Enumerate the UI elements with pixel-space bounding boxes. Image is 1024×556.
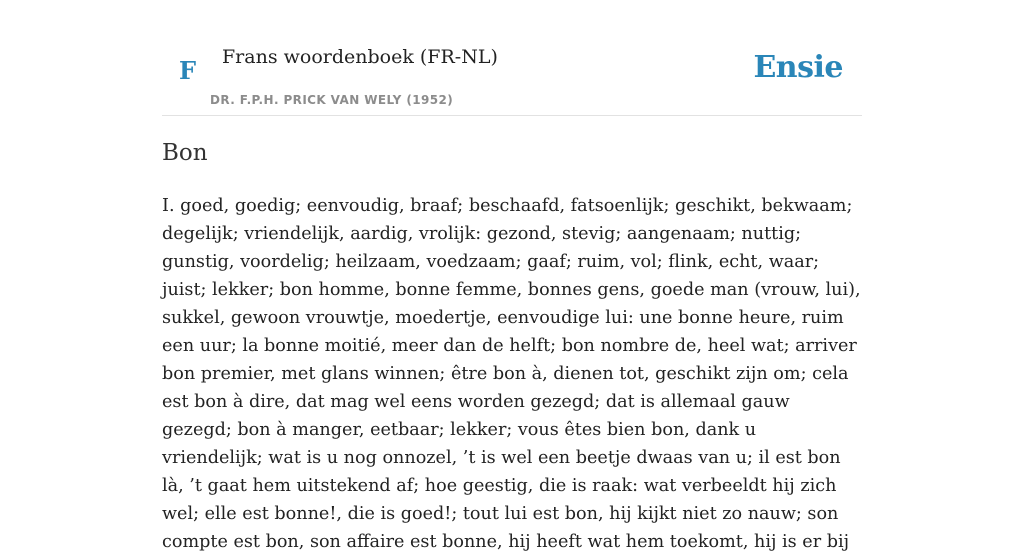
- entry-definition: I. goed, goedig; eenvoudig, braaf; beschaafd, fatsoenlijk; geschikt, bekwaam; degelijk; vriendelijk, aardig, vrolijk: gezond, stevig; aangenaam; nuttig; gunstig, voordelig; heilzaam, voedzaam; gaaf; ruim, vol; flink, echt, waar; juist; lekker; bon homme, bonne femme, bonnes gens, goede man (vrouw, lui), sukkel, gewoon vrouwtje, moedertje, eenvoudige lui: une bonne heure, ruim een uur; la bonne moitié, meer dan de helft; bon nombre de, heel wat; arriver bon premier, met glans winnen; être bon à, dienen tot, geschikt zijn om; cela est bon à dire, dat mag wel eens worden gezegd; dat is allemaal gauw gezegd; bon à manger, eetbaar; lekker; vous êtes bien bon, dank u vriendelijk; wat is u nog onnozel, ’t is wel een beetje dwaas van u; il est bon là, ’t gaat hem uitstekend af; hoe geestig, die is raak: wat verbeeldt hij zich wel; elle est bonne!, die is goed!; tout lui est bon, hij kijkt niet zo nauw; son compte est bon, son affaire est bonne, hij heeft wat hem toekomt, hij is er bij: [162, 196, 861, 552]
- dictionary-author: DR. F.P.H. PRICK VAN WELY (1952): [210, 93, 454, 107]
- dictionary-title[interactable]: Frans woordenboek (FR-NL): [222, 46, 498, 68]
- dictionary-letter-icon: F: [179, 56, 197, 85]
- brand-logo[interactable]: Ensie: [753, 50, 843, 85]
- header-divider: [162, 115, 862, 116]
- entry-headword: Bon: [162, 140, 208, 166]
